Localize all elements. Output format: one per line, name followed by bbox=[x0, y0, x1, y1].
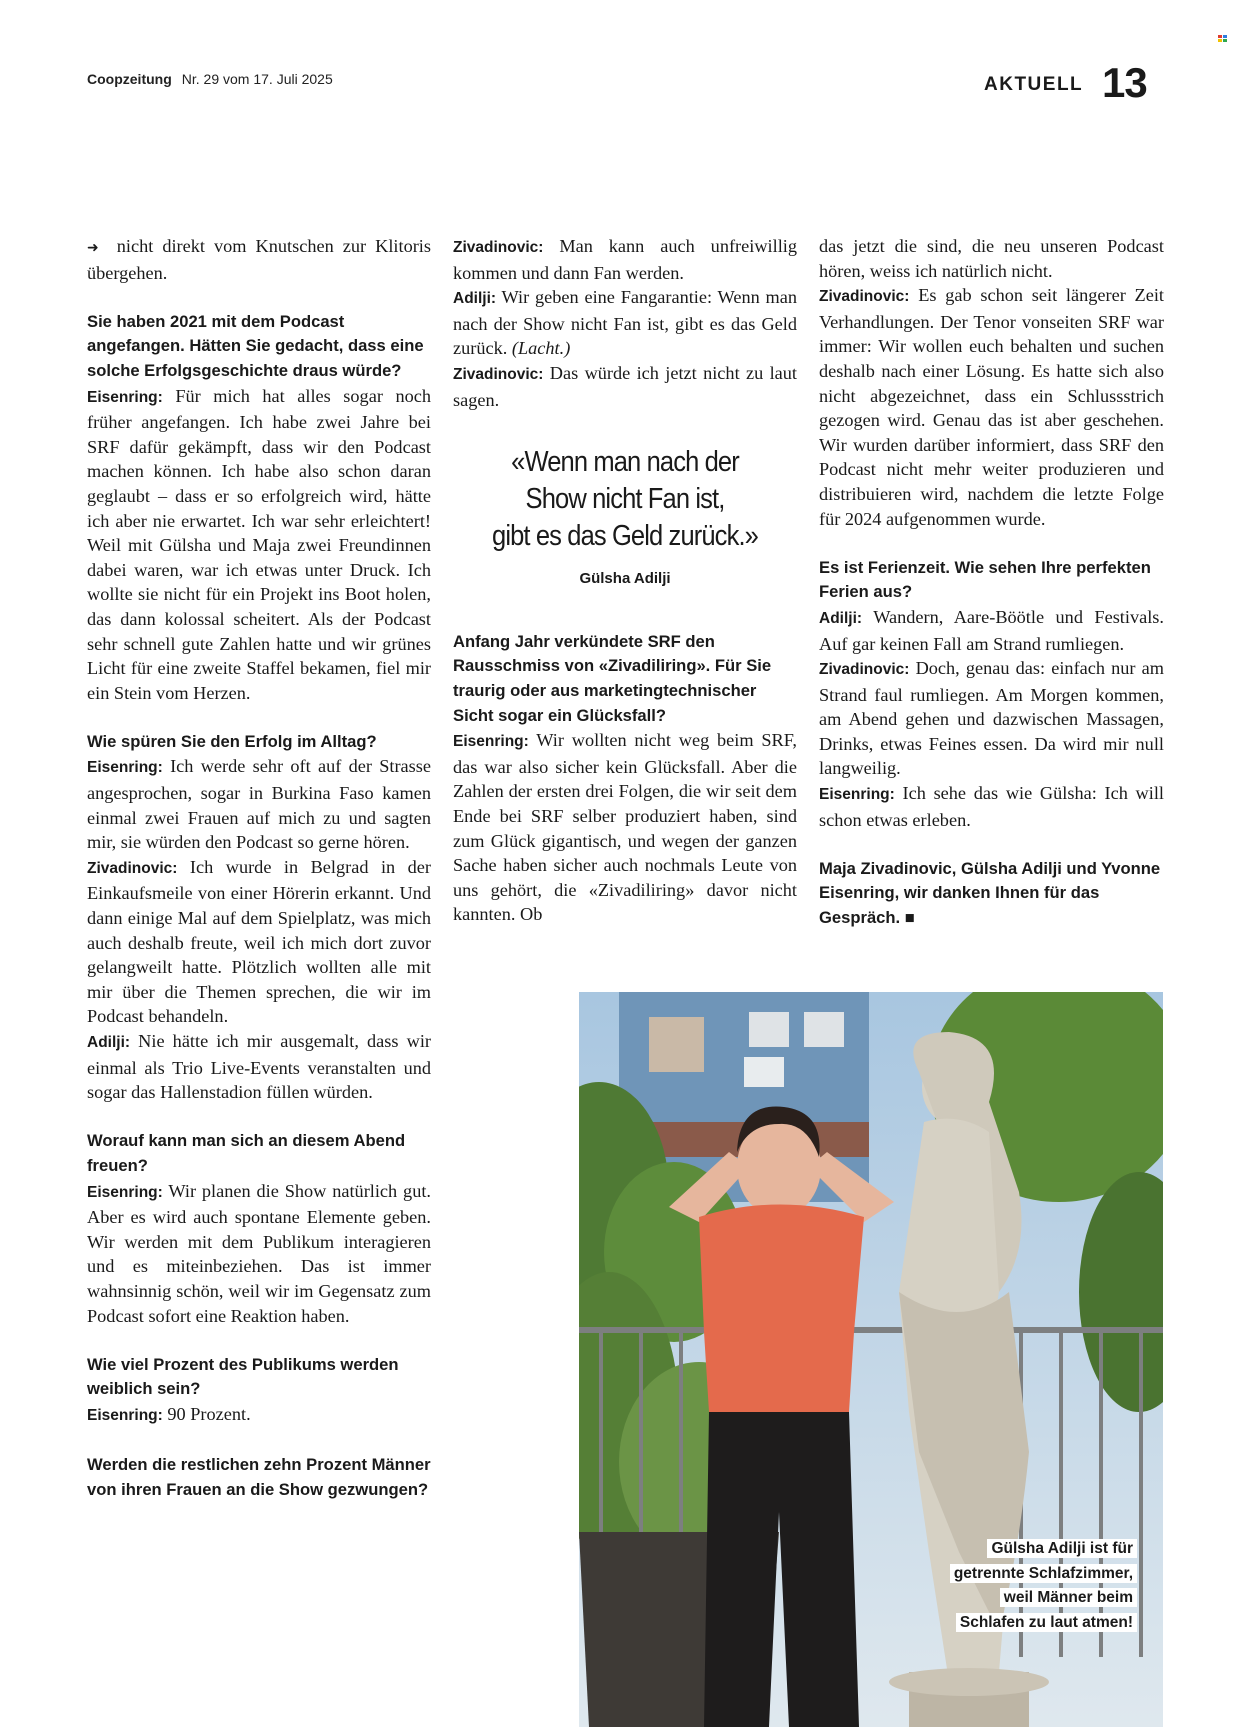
pull-quote-author: Gülsha Adilji bbox=[579, 570, 671, 588]
pull-quote bbox=[453, 444, 797, 592]
continuation-paragraph: das jetzt die sind, die neu unseren Podcast hören, weiss ich natürlich nicht. bbox=[819, 236, 1164, 281]
question: Es ist Ferienzeit. Wie sehen Ihre perfekten Ferien aus? bbox=[819, 557, 1151, 602]
speaker-label: Eisenring: bbox=[453, 733, 529, 751]
answer: Adilji: Wir geben eine Fangarantie: Wenn man nach der Show nicht Fan ist, gibt es das Geld zurück. (Lacht.) bbox=[453, 287, 797, 359]
speaker-label: Zivadinovic: bbox=[87, 859, 178, 877]
page-number: 13 bbox=[1102, 59, 1147, 106]
answer: Eisenring: 90 Prozent. bbox=[87, 1403, 251, 1424]
column-3 bbox=[819, 234, 1164, 955]
continuation-paragraph: ➜ nicht direkt vom Knutschen zur Klitoris übergehen. bbox=[87, 236, 431, 283]
answer: Zivadinovic: Ich wurde in Belgrad in der Einkaufsmeile von einer Hörerin erkannt. Und dann einige Mal auf dem Spielplatz, was mich auch deshalb freute, weil ich mich dort zuvor gelangweilt hatte. Plötzlich wollten alle mit mir über die Themen sprechen, die wir im Podcast behandeln. bbox=[87, 856, 431, 1027]
speaker-label: Zivadinovic: bbox=[453, 239, 544, 256]
portrait-photo bbox=[579, 992, 1163, 1727]
end-mark-icon: ■ bbox=[904, 908, 915, 928]
question: Wie spüren Sie den Erfolg im Alltag? bbox=[87, 731, 377, 751]
answer: Adilji: Nie hätte ich mir ausgemalt, dass wir einmal als Trio Live-Events veranstalten und sogar das Hallenstadion füllen würden. bbox=[87, 1031, 431, 1103]
question: Sie haben 2021 mit dem Podcast angefangen. Hätten Sie gedacht, dass eine solche Erfolgsgeschichte draus würde? bbox=[87, 311, 424, 380]
continuation-arrow-icon: ➜ bbox=[87, 240, 99, 256]
speaker-label: Adilji: bbox=[819, 609, 863, 627]
question: Werden die restlichen zehn Prozent Männer von ihren Frauen an die Show gezwungen? bbox=[87, 1455, 431, 1499]
answer: Adilji: Wandern, Aare-Böötle und Festivals. Auf gar keinen Fall am Strand rumliegen. bbox=[819, 606, 1164, 654]
answer: Eisenring: Wir wollten nicht weg beim SRF, das war also sicher kein Glücksfall. Aber die Zahlen der ersten drei Folgen, die wir seit dem Ende bei SRF selber produziert haben, sind zum Glück gigantisch, und wegen der ganzen Sache haben sicher auch nochmals Leute von uns gehört, die «Zivadiliring» davor nicht kannten. Ob bbox=[453, 730, 798, 925]
speaker-label: Adilji: bbox=[87, 1034, 131, 1051]
answer: Eisenring: Für mich hat alles sogar noch früher angefangen. Ich habe zwei Jahre bei SRF dafür gekämpft, dass wir den Podcast machen können. Ich habe also schon daran geglaubt – dass er so erfolgreich wird, hätte ich aber nie erwartet. Ich war sehr erleichtert! Weil mit Gülsha und Maja zwei Freundinnen dabei waren, war ich etwas unter Druck. Ich wollte sie nicht für ein Projekt ins Boot holen, das dann kolossal scheitert. Als der Podcast sehr schnell gute Zahlen hatte und wir grünes Licht für eine zweite Staffel bekamen, fiel mir ein Stein vom Herzen. bbox=[87, 385, 431, 703]
answer: Eisenring: Wir planen die Show natürlich gut. Aber es wird auch spontane Elemente geben. Wir werden mit dem Publikum interagieren und es miteinbeziehen. Das ist immer wahnsinnig schön, weil wir im Gegensatz zum Podcast sofort eine Reaktion haben. bbox=[87, 1180, 431, 1326]
speaker-label: Eisenring: bbox=[87, 1406, 163, 1424]
closing-line: Maja Zivadinovic, Gülsha Adilji und Yvonne Eisenring, wir danken Ihnen für das Gespräch. ■ bbox=[819, 858, 1161, 928]
column-1 bbox=[87, 234, 431, 1502]
question: Anfang Jahr verkündete SRF den Rausschmiss von «Zivadiliring». Für Sie traurig oder aus marketingtechnischer Sicht sogar ein Glücksfall? bbox=[453, 631, 772, 725]
question: Worauf kann man sich an diesem Abend freuen? bbox=[87, 1131, 406, 1175]
answer: Zivadinovic: Doch, genau das: einfach nur am Strand faul rumliegen. Am Morgen kommen, am Abend gehen und dazwischen Massagen, Drinks, etwas Feines essen. Da wird mir null langweilig. bbox=[819, 658, 1164, 779]
speaker-label: Eisenring: bbox=[87, 759, 163, 777]
answer: Zivadinovic: Man kann auch unfreiwillig kommen und dann Fan werden. bbox=[453, 236, 797, 283]
pull-quote-text: «Wenn man nach der Show nicht Fan ist, gibt es das Geld zurück.» bbox=[492, 446, 758, 553]
publication-line bbox=[87, 71, 333, 87]
speaker-label: Zivadinovic: bbox=[453, 365, 544, 383]
answer: Zivadinovic: Das würde ich jetzt nicht zu laut sagen. bbox=[453, 362, 798, 410]
speaker-label: Adilji: bbox=[453, 290, 497, 308]
publication-name: Coopzeitung bbox=[87, 71, 172, 87]
column-2 bbox=[453, 234, 797, 927]
answer: Zivadinovic: Es gab schon seit längerer Zeit Verhandlungen. Der Tenor vonseiten SRF war immer: Wir wollen euch behalten und suchen deshalb nach einer Lösung. Es hatte sich also nicht abgezeichnet, dass ein Schlussstrich gezogen wird. Genau das ist aber geschehen. Wir wurden darüber informiert, dass SRF den Podcast nicht mehr weiter produzieren und distribuieren wird, nachdem die letzte Folge für 2024 aufgenommen wurde. bbox=[819, 285, 1164, 529]
photo-caption: Gülsha Adilji ist für getrennte Schlafzimmer, weil Männer beim Schlafen zu laut atmen! bbox=[950, 1537, 1137, 1635]
woman-shirt bbox=[699, 1205, 864, 1413]
answer: Eisenring: Ich sehe das wie Gülsha: Ich will schon etwas erleben. bbox=[819, 783, 1164, 830]
color-marker-icon bbox=[1218, 35, 1227, 42]
section-label: AKTUELL bbox=[984, 74, 1084, 95]
speaker-label: Eisenring: bbox=[87, 388, 163, 406]
speaker-label: Zivadinovic: bbox=[819, 288, 910, 306]
speaker-label: Zivadinovic: bbox=[819, 661, 910, 679]
question: Wie viel Prozent des Publikums werden weiblich sein? bbox=[87, 1354, 399, 1399]
issue-info: Nr. 29 vom 17. Juli 2025 bbox=[181, 71, 333, 87]
speaker-label: Eisenring: bbox=[87, 1183, 163, 1201]
speaker-label: Eisenring: bbox=[819, 786, 895, 804]
answer: Eisenring: Ich werde sehr oft auf der Strasse angesprochen, sogar in Burkina Faso kamen einmal zwei Frauen auf mich zu und sagten mir, sie würden den Podcast so gerne hören. bbox=[87, 756, 431, 853]
